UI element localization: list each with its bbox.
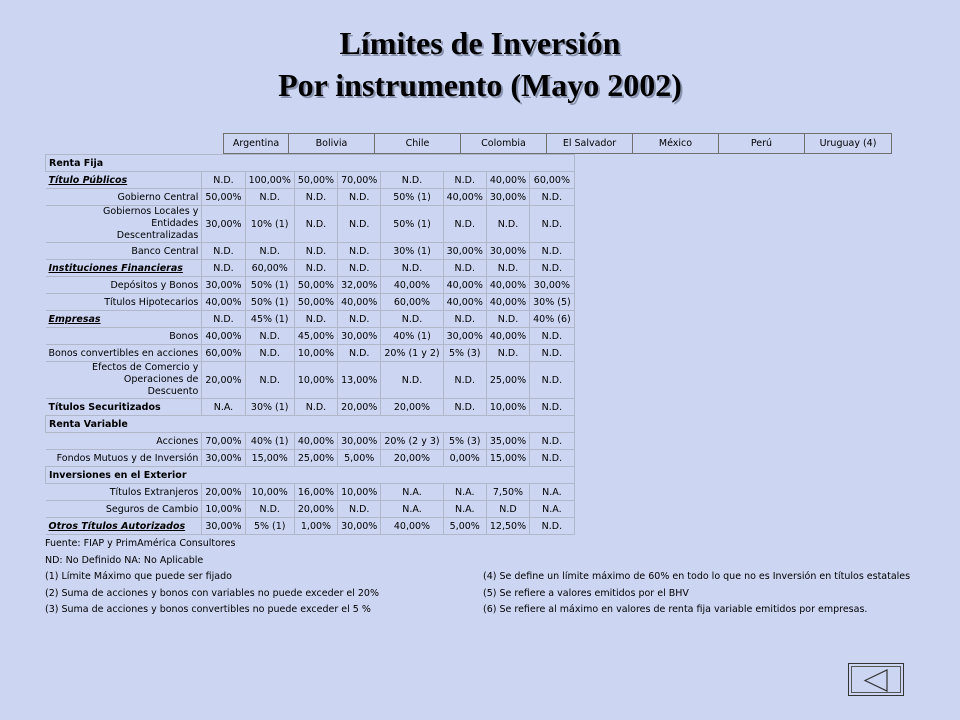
- column-header: Uruguay (4): [819, 138, 877, 149]
- empty-cell: [294, 155, 337, 172]
- empty-cell: [443, 416, 486, 433]
- empty-cell: [338, 155, 381, 172]
- value-cell: 10,00%: [294, 362, 337, 399]
- value-cell: N.D.: [381, 172, 443, 189]
- empty-cell: [443, 467, 486, 484]
- value-cell: N.D.: [202, 172, 245, 189]
- value-cell: 30,00%: [202, 206, 245, 243]
- value-cell: N.D.: [530, 518, 575, 535]
- empty-cell: [202, 467, 245, 484]
- value-cell: 10,00%: [294, 345, 337, 362]
- value-cell: 10,00%: [245, 484, 294, 501]
- value-cell: N.D.: [202, 311, 245, 328]
- slide-title-line2: Por instrumento (Mayo 2002): [278, 67, 682, 103]
- value-cell: 5% (3): [443, 433, 486, 450]
- value-cell: N.D.: [530, 328, 575, 345]
- row-label: Bonos convertibles en acciones: [46, 345, 202, 362]
- value-cell: N.D.: [530, 362, 575, 399]
- value-cell: N.D.: [486, 260, 529, 277]
- value-cell: 15,00%: [486, 450, 529, 467]
- value-cell: 30% (1): [381, 243, 443, 260]
- value-cell: 30% (1): [245, 399, 294, 416]
- value-cell: 30,00%: [202, 518, 245, 535]
- value-cell: 60,00%: [530, 172, 575, 189]
- empty-cell: [381, 155, 443, 172]
- value-cell: N.D.: [338, 311, 381, 328]
- value-cell: 5% (3): [443, 345, 486, 362]
- footnote: (2) Suma de acciones y bonos con variables no puede exceder el 20%: [45, 587, 379, 599]
- value-cell: N.D: [486, 501, 529, 518]
- value-cell: 40,00%: [381, 518, 443, 535]
- empty-cell: [245, 416, 294, 433]
- value-cell: N.D.: [443, 206, 486, 243]
- value-cell: 25,00%: [294, 450, 337, 467]
- value-cell: 50,00%: [294, 294, 337, 311]
- row-label: Gobierno Central: [46, 189, 202, 206]
- empty-cell: [381, 416, 443, 433]
- row-label: Otros Títulos Autorizados: [46, 518, 202, 535]
- value-cell: N.D.: [530, 450, 575, 467]
- value-cell: 50,00%: [294, 172, 337, 189]
- table-row: [46, 450, 575, 467]
- footnotes-left: [45, 536, 379, 619]
- value-cell: 30,00%: [202, 450, 245, 467]
- value-cell: 20% (2 y 3): [381, 433, 443, 450]
- value-cell: N.D.: [381, 311, 443, 328]
- table-row: [46, 501, 575, 518]
- value-cell: 10,00%: [486, 399, 529, 416]
- value-cell: N.D.: [202, 260, 245, 277]
- value-cell: 40,00%: [486, 172, 529, 189]
- value-cell: 30,00%: [530, 277, 575, 294]
- empty-cell: [338, 416, 381, 433]
- row-label: Efectos de Comercio y Operaciones de Descuento: [46, 362, 202, 399]
- empty-cell: [530, 155, 575, 172]
- value-cell: 50% (1): [381, 206, 443, 243]
- empty-cell: [486, 467, 529, 484]
- value-cell: N.D.: [294, 243, 337, 260]
- value-cell: 5,00%: [338, 450, 381, 467]
- value-cell: 50% (1): [381, 189, 443, 206]
- value-cell: N.A.: [443, 484, 486, 501]
- value-cell: 20% (1 y 2): [381, 345, 443, 362]
- value-cell: 50% (1): [245, 277, 294, 294]
- row-label: Acciones: [46, 433, 202, 450]
- value-cell: N.D.: [530, 260, 575, 277]
- value-cell: 10% (1): [245, 206, 294, 243]
- value-cell: N.D.: [443, 362, 486, 399]
- empty-cell: [202, 155, 245, 172]
- row-label: Títulos Extranjeros: [46, 484, 202, 501]
- value-cell: 30,00%: [202, 277, 245, 294]
- table-row: [46, 518, 575, 535]
- value-cell: 70,00%: [338, 172, 381, 189]
- value-cell: 60,00%: [381, 294, 443, 311]
- value-cell: 40,00%: [443, 294, 486, 311]
- back-button[interactable]: [848, 663, 904, 696]
- value-cell: N.D.: [530, 345, 575, 362]
- section-row: [46, 155, 575, 172]
- value-cell: 10,00%: [202, 501, 245, 518]
- value-cell: N.D.: [443, 399, 486, 416]
- row-label: Seguros de Cambio: [46, 501, 202, 518]
- row-label: Títulos Securitizados: [46, 399, 202, 416]
- value-cell: 30,00%: [338, 433, 381, 450]
- value-cell: 40,00%: [443, 189, 486, 206]
- table-row: [46, 433, 575, 450]
- value-cell: N.A.: [202, 399, 245, 416]
- value-cell: 40,00%: [294, 433, 337, 450]
- value-cell: 40,00%: [202, 328, 245, 345]
- footnote: (3) Suma de acciones y bonos convertibles no puede exceder el 5 %: [45, 604, 371, 615]
- footnote: ND: No Definido NA: No Aplicable: [45, 554, 204, 566]
- column-header: Chile: [375, 134, 461, 153]
- value-cell: 16,00%: [294, 484, 337, 501]
- value-cell: N.D.: [530, 189, 575, 206]
- section-label: Renta Variable: [46, 416, 202, 433]
- value-cell: 45% (1): [245, 311, 294, 328]
- value-cell: N.D.: [486, 311, 529, 328]
- value-cell: N.D.: [486, 206, 529, 243]
- column-header: México: [633, 134, 719, 153]
- value-cell: 40,00%: [381, 277, 443, 294]
- value-cell: 30,00%: [443, 328, 486, 345]
- value-cell: 30,00%: [486, 189, 529, 206]
- value-cell: N.D.: [443, 311, 486, 328]
- table-row: [46, 260, 575, 277]
- row-label: Fondos Mutuos y de Inversión: [46, 450, 202, 467]
- row-label: Título Públicos: [46, 172, 202, 189]
- section-label: Renta Fija: [46, 155, 202, 172]
- column-header: Argentina: [224, 134, 289, 153]
- value-cell: 50,00%: [294, 277, 337, 294]
- value-cell: N.D.: [202, 243, 245, 260]
- footnote: Fuente: FIAP y PrimAmérica Consultores: [45, 538, 236, 549]
- value-cell: N.D.: [245, 501, 294, 518]
- value-cell: N.D.: [443, 260, 486, 277]
- footnote: (5) Se refiere a valores emitidos por el BHV: [483, 587, 689, 599]
- value-cell: N.D.: [530, 399, 575, 416]
- empty-cell: [530, 467, 575, 484]
- value-cell: N.D.: [338, 189, 381, 206]
- empty-cell: [381, 467, 443, 484]
- value-cell: N.D.: [530, 433, 575, 450]
- value-cell: 30,00%: [443, 243, 486, 260]
- value-cell: 1,00%: [294, 518, 337, 535]
- empty-cell: [202, 416, 245, 433]
- value-cell: 40,00%: [486, 294, 529, 311]
- empty-cell: [486, 155, 529, 172]
- empty-cell: [245, 467, 294, 484]
- value-cell: 40,00%: [486, 328, 529, 345]
- value-cell: 15,00%: [245, 450, 294, 467]
- empty-cell: [486, 416, 529, 433]
- value-cell: 40% (1): [245, 433, 294, 450]
- section-row: [46, 416, 575, 433]
- value-cell: 35,00%: [486, 433, 529, 450]
- column-header: El Salvador: [547, 134, 633, 153]
- value-cell: N.D.: [338, 501, 381, 518]
- value-cell: 5% (1): [245, 518, 294, 535]
- value-cell: N.A.: [530, 484, 575, 501]
- value-cell: 40% (6): [530, 311, 575, 328]
- table-row: [46, 189, 575, 206]
- value-cell: 70,00%: [202, 433, 245, 450]
- empty-cell: [338, 467, 381, 484]
- table-row: [46, 362, 575, 399]
- row-label: Banco Central: [46, 243, 202, 260]
- value-cell: 20,00%: [381, 399, 443, 416]
- value-cell: N.D.: [338, 243, 381, 260]
- value-cell: N.D.: [294, 260, 337, 277]
- value-cell: 45,00%: [294, 328, 337, 345]
- empty-cell: [294, 416, 337, 433]
- value-cell: 40,00%: [443, 277, 486, 294]
- table-row: [46, 484, 575, 501]
- value-cell: N.D.: [245, 345, 294, 362]
- row-label: Gobiernos Locales y Entidades Descentralizadas: [46, 206, 202, 243]
- value-cell: 30,00%: [338, 518, 381, 535]
- value-cell: 60,00%: [245, 260, 294, 277]
- value-cell: N.D.: [530, 243, 575, 260]
- row-label: Empresas: [46, 311, 202, 328]
- table-row: [46, 206, 575, 243]
- footnote: (1) Límite Máximo que puede ser fijado: [45, 571, 232, 582]
- table-row: [46, 294, 575, 311]
- value-cell: 50,00%: [202, 189, 245, 206]
- value-cell: N.D.: [381, 362, 443, 399]
- value-cell: N.A.: [381, 484, 443, 501]
- column-header: Bolivia: [289, 134, 375, 153]
- country-header-row: [223, 133, 892, 154]
- value-cell: 13,00%: [338, 362, 381, 399]
- row-label: Títulos Hipotecarios: [46, 294, 202, 311]
- table-row: [46, 243, 575, 260]
- table-row: [46, 277, 575, 294]
- value-cell: 40,00%: [486, 277, 529, 294]
- value-cell: 32,00%: [338, 277, 381, 294]
- value-cell: 40,00%: [338, 294, 381, 311]
- footnotes-right: [483, 569, 910, 619]
- back-triangle-icon: [849, 664, 905, 697]
- empty-cell: [530, 416, 575, 433]
- row-label: Bonos: [46, 328, 202, 345]
- value-cell: N.D.: [294, 206, 337, 243]
- value-cell: 30,00%: [486, 243, 529, 260]
- investment-limits-table: [45, 154, 575, 535]
- value-cell: 30% (5): [530, 294, 575, 311]
- empty-cell: [443, 155, 486, 172]
- value-cell: 5,00%: [443, 518, 486, 535]
- value-cell: 100,00%: [245, 172, 294, 189]
- column-header: Colombia: [461, 134, 547, 153]
- value-cell: N.D.: [245, 328, 294, 345]
- section-label: Inversiones en el Exterior: [46, 467, 202, 484]
- slide-title-line1: Límites de Inversión: [339, 25, 621, 61]
- value-cell: 20,00%: [381, 450, 443, 467]
- column-header: Perú: [719, 134, 805, 153]
- value-cell: N.D.: [530, 206, 575, 243]
- value-cell: N.D.: [338, 345, 381, 362]
- value-cell: 25,00%: [486, 362, 529, 399]
- value-cell: N.D.: [338, 260, 381, 277]
- value-cell: 30,00%: [338, 328, 381, 345]
- table-row: [46, 328, 575, 345]
- value-cell: 40,00%: [202, 294, 245, 311]
- value-cell: N.A.: [530, 501, 575, 518]
- value-cell: 50% (1): [245, 294, 294, 311]
- value-cell: N.D.: [381, 260, 443, 277]
- value-cell: N.D.: [486, 345, 529, 362]
- footnote: (6) Se refiere al máximo en valores de renta fija variable emitidos por empresas.: [483, 604, 868, 615]
- value-cell: N.D.: [245, 362, 294, 399]
- table-row: [46, 345, 575, 362]
- value-cell: N.D.: [294, 311, 337, 328]
- value-cell: 12,50%: [486, 518, 529, 535]
- value-cell: N.D.: [245, 189, 294, 206]
- value-cell: 60,00%: [202, 345, 245, 362]
- value-cell: 20,00%: [202, 362, 245, 399]
- value-cell: 40% (1): [381, 328, 443, 345]
- value-cell: 20,00%: [294, 501, 337, 518]
- table-row: [46, 399, 575, 416]
- row-label: Depósitos y Bonos: [46, 277, 202, 294]
- value-cell: 20,00%: [338, 399, 381, 416]
- table-row: [46, 311, 575, 328]
- value-cell: N.D.: [443, 172, 486, 189]
- value-cell: N.A.: [381, 501, 443, 518]
- empty-cell: [245, 155, 294, 172]
- value-cell: N.D.: [294, 399, 337, 416]
- section-row: [46, 467, 575, 484]
- value-cell: 0,00%: [443, 450, 486, 467]
- row-label: Instituciones Financieras: [46, 260, 202, 277]
- footnote: (4) Se define un límite máximo de 60% en todo lo que no es Inversión en títulos estatales: [483, 571, 911, 582]
- value-cell: N.D.: [294, 189, 337, 206]
- table-row: [46, 172, 575, 189]
- value-cell: 20,00%: [202, 484, 245, 501]
- empty-cell: [294, 467, 337, 484]
- value-cell: 10,00%: [338, 484, 381, 501]
- value-cell: N.D.: [338, 206, 381, 243]
- value-cell: 7,50%: [486, 484, 529, 501]
- value-cell: N.D.: [245, 243, 294, 260]
- value-cell: N.A.: [443, 501, 486, 518]
